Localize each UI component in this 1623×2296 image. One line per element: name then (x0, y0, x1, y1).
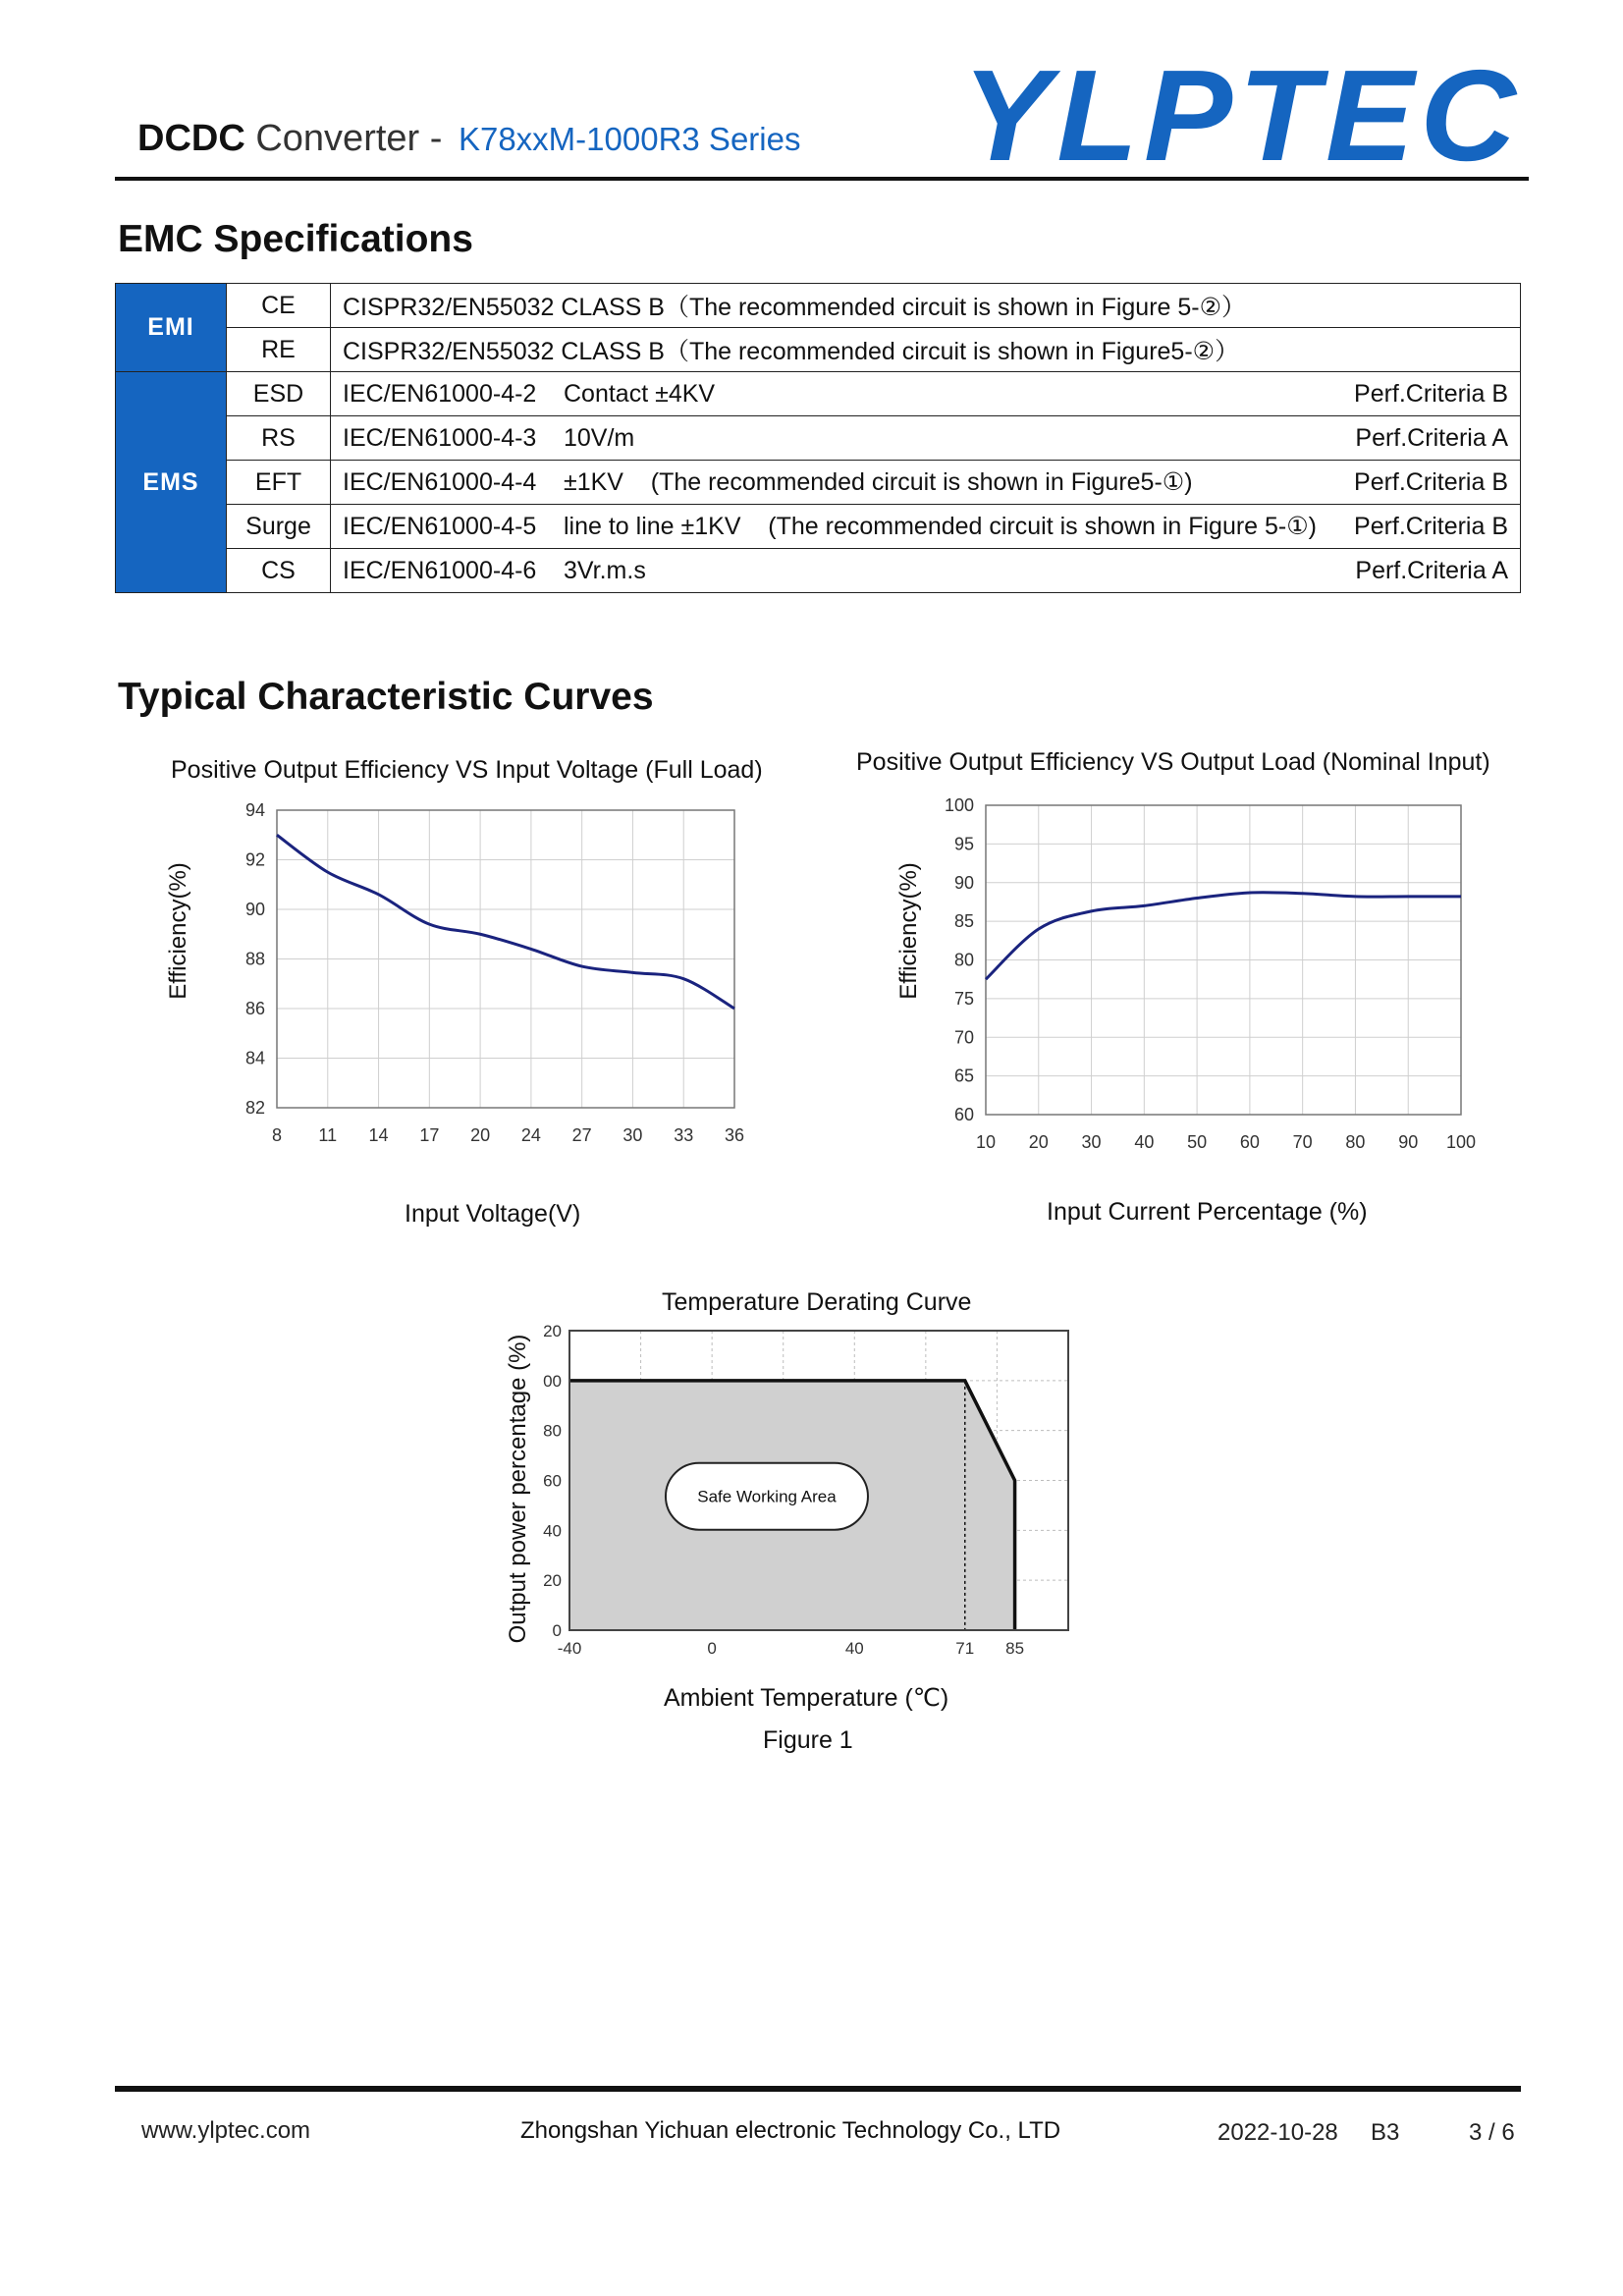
x-tick-label: 24 (520, 1125, 541, 1145)
curves-heading: Typical Characteristic Curves (118, 676, 654, 718)
footer-date: 2022-10-28 (1217, 2119, 1338, 2146)
footer-revision: B3 (1371, 2119, 1400, 2146)
x-tick-label: 33 (674, 1125, 694, 1145)
x-tick-label: 36 (724, 1125, 745, 1145)
y-tick-label: 100 (944, 795, 974, 815)
y-tick-label: 20 (543, 1322, 562, 1340)
table-row (116, 505, 1521, 549)
x-tick-label: 10 (975, 1132, 997, 1152)
row-criteria: Perf.Criteria A (1355, 556, 1508, 584)
title-bold: DCDC (137, 118, 245, 159)
x-tick-label: 85 (1005, 1639, 1025, 1658)
chart1-xlabel: Input Voltage(V) (405, 1200, 581, 1228)
row-spec (331, 461, 1521, 505)
y-tick-label: 0 (552, 1621, 562, 1640)
chart2-plot (933, 791, 1492, 1164)
safe-area-label: Safe Working Area (697, 1487, 837, 1506)
row-spec (331, 372, 1521, 416)
ylptec-logo (957, 59, 1527, 172)
row-standard: IEC/EN61000-4-3 (343, 423, 537, 452)
chart3-title: Temperature Derating Curve (662, 1288, 972, 1316)
y-tick-label: 80 (953, 950, 974, 970)
y-tick-label: 75 (953, 988, 974, 1009)
y-tick-label: 70 (953, 1027, 974, 1048)
table-row (116, 461, 1521, 505)
x-tick-label: 30 (1081, 1132, 1102, 1152)
x-tick-label: 40 (844, 1639, 864, 1658)
x-tick-label: 90 (1398, 1132, 1419, 1152)
x-tick-label: 17 (419, 1125, 440, 1145)
table-row (116, 416, 1521, 461)
table-row (116, 328, 1521, 372)
row-criteria: Perf.Criteria B (1354, 467, 1508, 496)
row-criteria: Perf.Criteria B (1354, 512, 1508, 540)
chart2-ylabel: Efficiency(%) (895, 862, 922, 1000)
y-tick-label: 60 (953, 1105, 974, 1124)
efficiency-series-line (277, 835, 734, 1009)
x-tick-label: 70 (1292, 1132, 1313, 1152)
row-standard: IEC/EN61000-4-5 (343, 513, 537, 540)
table-row (116, 284, 1521, 328)
table-row (116, 549, 1521, 593)
row-detail: Contact ±4KV (564, 379, 716, 408)
y-tick-label: 40 (543, 1521, 562, 1541)
row-standard: CISPR32/EN55032 CLASS B（The recommended circuit is shown in Figure 5-②） (343, 294, 1247, 321)
chart2-xlabel: Input Current Percentage (%) (1047, 1198, 1368, 1226)
row-criteria: Perf.Criteria B (1354, 379, 1508, 408)
row-abbr: Surge (227, 505, 331, 549)
x-tick-label: 100 (1445, 1132, 1477, 1152)
x-tick-label: 50 (1187, 1132, 1208, 1152)
x-tick-label: 14 (368, 1125, 389, 1145)
chart1-plot (226, 795, 756, 1169)
figure-caption: Figure 1 (763, 1726, 853, 1754)
x-tick-label: 40 (1134, 1132, 1155, 1152)
row-standard: IEC/EN61000-4-4 (343, 468, 537, 496)
efficiency-series-line (986, 893, 1461, 980)
row-abbr: CE (227, 284, 331, 328)
row-abbr: EFT (227, 461, 331, 505)
row-detail: line to line ±1KV (The recommended circuit is shown in Figure 5-①) (564, 513, 1317, 540)
document-title (137, 118, 800, 160)
emi-group-cell: EMI (116, 284, 227, 372)
chart1-ylabel: Efficiency(%) (165, 862, 191, 1000)
chart3-ylabel: Output power percentage (%) (505, 1334, 531, 1644)
emc-heading: EMC Specifications (118, 218, 473, 260)
chart1-title: Positive Output Efficiency VS Input Voltage (Full Load) (171, 756, 763, 784)
row-spec (331, 284, 1521, 328)
y-tick-label: 92 (244, 849, 265, 870)
series-name: K78xxM-1000R3 Series (458, 121, 801, 157)
footer-rule (115, 2086, 1521, 2092)
footer-website[interactable]: www.ylptec.com (141, 2117, 311, 2144)
x-tick-label: 20 (470, 1125, 491, 1145)
row-abbr: RS (227, 416, 331, 461)
row-spec (331, 505, 1521, 549)
row-detail: 3Vr.m.s (564, 556, 646, 584)
row-criteria: Perf.Criteria A (1355, 423, 1508, 452)
row-abbr: RE (227, 328, 331, 372)
x-tick-label: 60 (1239, 1132, 1260, 1152)
x-tick-label: 8 (271, 1125, 283, 1145)
footer-company: Zhongshan Yichuan electronic Technology Co., LTD (520, 2117, 1061, 2144)
x-tick-label: 27 (571, 1125, 592, 1145)
y-tick-label: 90 (244, 900, 265, 919)
x-tick-label: 71 (955, 1639, 975, 1658)
table-row (116, 372, 1521, 416)
header-rule (115, 177, 1529, 181)
y-tick-label: 00 (543, 1371, 562, 1391)
y-tick-label: 85 (953, 911, 974, 932)
y-tick-label: 60 (543, 1471, 562, 1491)
y-tick-label: 88 (244, 949, 265, 969)
y-tick-label: 86 (244, 999, 265, 1018)
row-spec (331, 328, 1521, 372)
x-tick-label: 0 (707, 1639, 717, 1658)
x-tick-label: -40 (557, 1639, 582, 1658)
row-spec (331, 416, 1521, 461)
y-tick-label: 80 (543, 1421, 562, 1441)
y-tick-label: 82 (244, 1098, 265, 1118)
row-detail: 10V/m (564, 423, 635, 452)
x-tick-label: 20 (1028, 1132, 1049, 1152)
y-tick-label: 95 (953, 834, 974, 854)
chart2-title: Positive Output Efficiency VS Output Load (Nominal Input) (856, 748, 1490, 776)
row-standard: CISPR32/EN55032 CLASS B（The recommended circuit is shown in Figure5-②） (343, 338, 1240, 365)
row-abbr: ESD (227, 372, 331, 416)
row-spec (331, 549, 1521, 593)
footer-page: 3 / 6 (1469, 2119, 1515, 2146)
y-tick-label: 94 (244, 800, 265, 820)
ems-group-cell: EMS (116, 372, 227, 593)
row-abbr: CS (227, 549, 331, 593)
chart3-xlabel: Ambient Temperature (℃) (664, 1684, 949, 1712)
x-tick-label: 30 (622, 1125, 643, 1145)
emc-table (115, 283, 1521, 593)
row-detail: ±1KV (The recommended circuit is shown in Figure5-①) (564, 468, 1193, 496)
title-rest: Converter - (255, 118, 443, 159)
y-tick-label: 84 (244, 1048, 265, 1068)
y-tick-label: 90 (953, 872, 974, 893)
chart3-plot (538, 1316, 1088, 1669)
row-standard: IEC/EN61000-4-6 (343, 556, 537, 584)
y-tick-label: 65 (953, 1066, 974, 1086)
y-tick-label: 20 (543, 1571, 562, 1591)
row-standard: IEC/EN61000-4-2 (343, 379, 537, 408)
logo-text: YLPTEC (962, 59, 1522, 172)
x-tick-label: 80 (1345, 1132, 1366, 1152)
x-tick-label: 11 (318, 1125, 338, 1145)
